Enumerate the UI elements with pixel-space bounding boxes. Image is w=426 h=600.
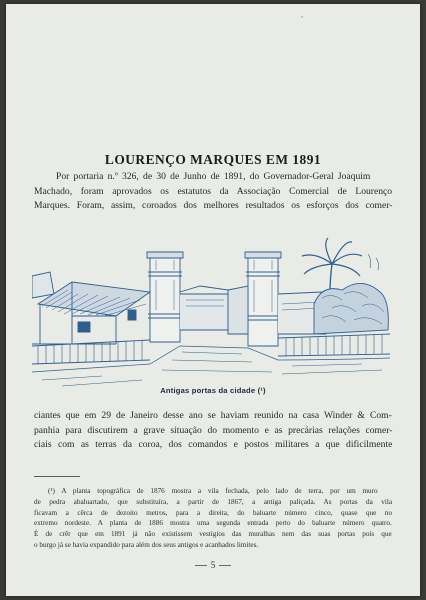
paragraph-2 (34, 409, 392, 453)
paragraph-2-line: panhia para discutirem a grave situação do momento e as precárias relações comer- (34, 424, 393, 436)
paragraph-2-line: ciantes que em 29 de Janeiro desse ano se haviam reunido na casa Winder & Com- (34, 410, 392, 421)
figure-caption: Antigas portas da cidade (¹) (160, 386, 266, 395)
page-title: LOURENÇO MARQUES EM 1891 (104, 152, 322, 167)
page-number-dash-left (195, 565, 207, 566)
footnote (34, 486, 392, 551)
city-gates-illustration (32, 234, 390, 394)
page-number-dash-right (219, 565, 231, 566)
paragraph-1 (34, 170, 392, 214)
paper-speck (301, 16, 303, 18)
paragraph-1-line: Marques. Foram, assim, coroados dos melhores resultados os esforços dos comer- (34, 200, 393, 212)
paragraph-1-line: Machado, foram aprovados os estatutos da Associação Comercial de Lourenço (34, 185, 393, 197)
paragraph-2-line: ciais com as terras da coroa, dos comandos e postos militares a que dificilmente (34, 439, 393, 451)
footnote-line: ficavam a cêrca de dezoito metros, para a direita, do baluarte número cinco, quase que no (34, 508, 393, 517)
page-number (6, 560, 420, 570)
footnote-line: (¹) A planta topográfica de 1876 mostra a vila fechada, pelo lado de terra, por um muro (48, 487, 378, 495)
footnote-line: extremo nordeste. A planta de 1886 mostra uma segunda entrada perto do baluarte número quatro. (34, 519, 392, 528)
book-page (6, 4, 420, 596)
footnote-line: o burgo já se havia expandido para além dos seus antigos e acanhados limites. (34, 540, 259, 549)
footnote-line: de pedra abaluartado, que substituíra, a partir de 1867, a antiga paliçada. As portas da vila (34, 497, 393, 506)
paragraph-1-line: Por portaria n.º 326, de 30 de Junho de 1891, do Governador-Geral Joaquim (56, 171, 371, 182)
footnote-rule (34, 476, 80, 477)
footnote-line: É de crêr que em 1891 já não existissem vestígios das muralhas nem das suas portas pois que (34, 530, 392, 539)
page-number-value: 5 (210, 560, 216, 570)
